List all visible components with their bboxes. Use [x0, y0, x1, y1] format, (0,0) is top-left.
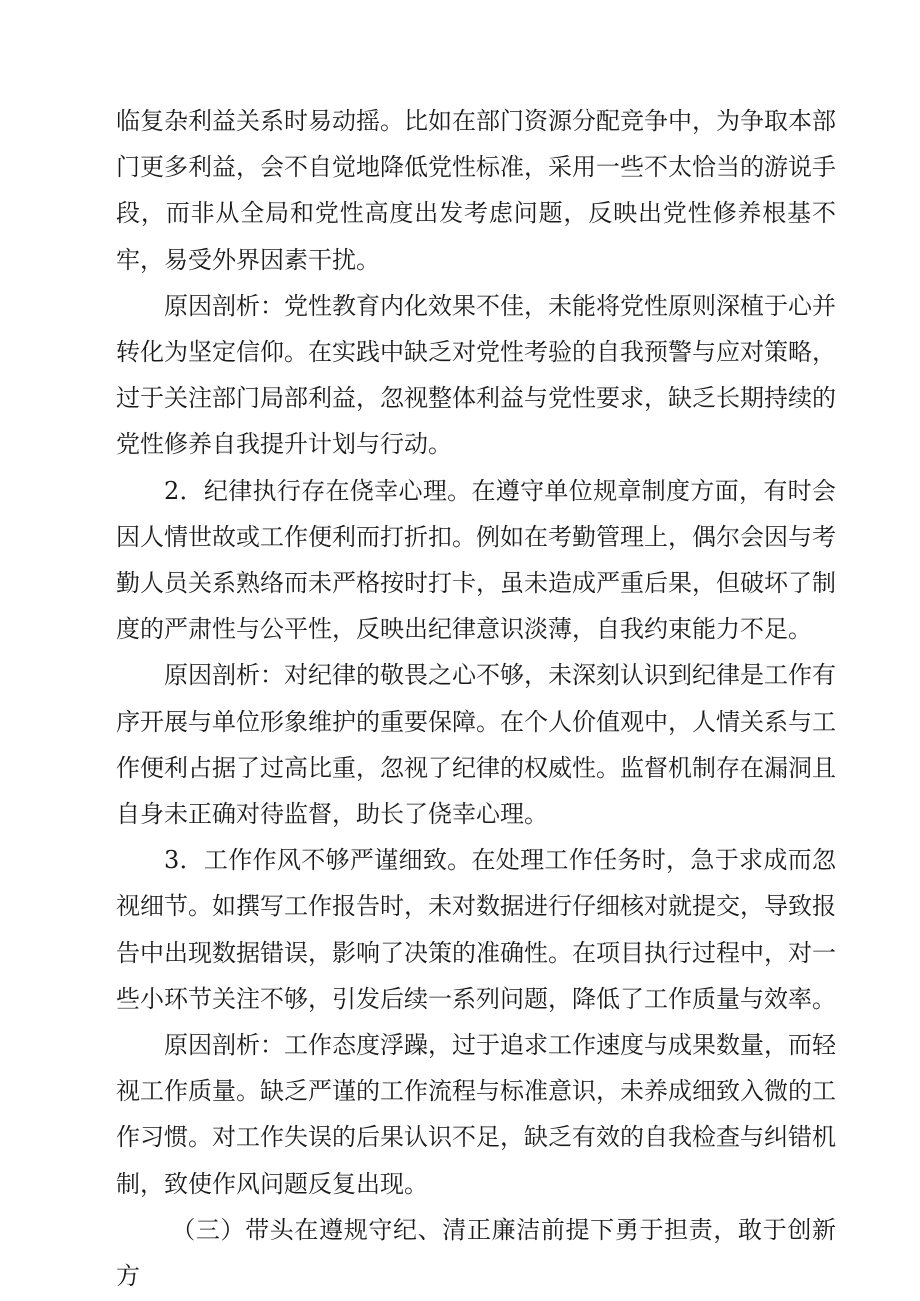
paragraph-cause-analysis-1: 原因剖析：党性教育内化效果不佳，未能将党性原则深植于心并转化为坚定信仰。在实践中缺乏对党性考验的自我预警与应对策略，过于关注部门局部利益，忽视整体利益与党性要求，缺乏长期持续的党性修养自我提升计划与行动。	[116, 291, 836, 459]
document-body	[116, 98, 836, 1299]
paragraph-continuation: 临复杂利益关系时易动摇。比如在部门资源分配竞争中，为争取本部门更多利益，会不自觉地降低党性标准，采用一些不太恰当的游说手段，而非从全局和党性高度出发考虑问题，反映出党性修养根基不牢，易受外界因素干扰。	[116, 107, 836, 274]
paragraph-cause-analysis-2: 原因剖析：对纪律的敬畏之心不够，未深刻认识到纪律是工作有序开展与单位形象维护的重要保障。在个人价值观中，人情关系与工作便利占据了过高比重，忽视了纪律的权威性。监督机制存在漏洞且自身未正确对待监督，助长了侥幸心理。	[116, 661, 836, 829]
paragraph-item-2-discipline: 2．纪律执行存在侥幸心理。在遵守单位规章制度方面，有时会因人情世故或工作便利而打折扣。例如在考勤管理上，偶尔会因与考勤人员关系熟络而未严格按时打卡，虽未造成严重后果，但破坏了制度的严肃性与公平性，反映出纪律意识淡薄，自我约束能力不足。	[116, 476, 836, 644]
paragraph-item-3-work-style: 3．工作作风不够严谨细致。在处理工作任务时，急于求成而忽视细节。如撰写工作报告时，未对数据进行仔细核对就提交，导致报告中出现数据错误，影响了决策的准确性。在项目执行过程中，对一些小环节关注不够，引发后续一系列问题，降低了工作质量与效率。	[116, 846, 836, 1013]
section-heading-3: （三）带头在遵规守纪、清正廉洁前提下勇于担责，敢于创新方	[116, 1215, 836, 1291]
paragraph-cause-analysis-3: 原因剖析：工作态度浮躁，过于追求工作速度与成果数量，而轻视工作质量。缺乏严谨的工作流程与标准意识，未养成细致入微的工作习惯。对工作失误的后果认识不足，缺乏有效的自我检查与纠错机制，致使作风问题反复出现。	[116, 1031, 836, 1198]
